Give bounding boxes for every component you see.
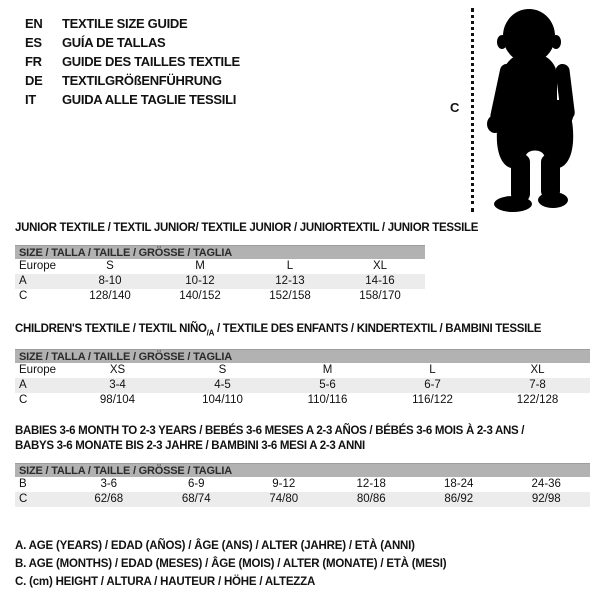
language-row xyxy=(25,33,240,52)
footnote-a: A. AGE (YEARS) / EDAD (AÑOS) / ÂGE (ANS) / ALTER (JAHRE) / ETÀ (ANNI) xyxy=(15,540,415,552)
baby-silhouette-icon xyxy=(481,8,593,214)
table-row xyxy=(15,378,590,393)
cell: S xyxy=(106,260,114,272)
cell: 116/122 xyxy=(412,394,453,407)
table-row xyxy=(15,259,425,274)
size-band: SIZE / TALLA / TAILLE / GRÖSSE / TAGLIA xyxy=(15,463,590,477)
table-title-text: CHILDREN'S TEXTILE / TEXTIL NIÑO xyxy=(15,323,207,335)
cell: 12-18 xyxy=(356,478,386,490)
cell: 62/68 xyxy=(94,493,124,505)
junior-size-table xyxy=(15,221,479,304)
cell: S xyxy=(218,364,227,377)
language-row xyxy=(25,90,240,109)
cell: 68/74 xyxy=(181,493,211,505)
cell: 4-5 xyxy=(214,379,231,392)
cell: 24-36 xyxy=(531,478,561,490)
cell: 152/158 xyxy=(269,290,311,302)
row-label: B xyxy=(19,478,27,490)
cell: 80/86 xyxy=(356,493,386,505)
footnote-b: B. AGE (MONTHS) / EDAD (MESES) / ÂGE (MOIS) / ALTER (MONATE) / ETÀ (MESI) xyxy=(15,558,447,570)
footnote-c: C. (cm) HEIGHT / ALTURA / HAUTEUR / HÖHE / ALTEZZA xyxy=(15,576,316,588)
table-title-text: BABIES 3-6 MONTH TO 2-3 YEARS / BEBÉS 3-6 MESES A 2-3 AÑOS / BÉBÉS 3-6 MOIS À 2-3 ANS / xyxy=(15,425,525,437)
size-band: SIZE / TALLA / TAILLE / GRÖSSE / TAGLIA xyxy=(15,245,425,259)
cell: 92/98 xyxy=(531,493,561,505)
cell: 8-10 xyxy=(98,275,122,287)
language-code: IT xyxy=(25,92,36,107)
cell: 6-9 xyxy=(187,478,205,490)
table-row xyxy=(15,492,590,507)
cell: 86/92 xyxy=(444,493,474,505)
language-code: FR xyxy=(25,54,42,69)
table-title-text: JUNIOR TEXTILE / TEXTIL JUNIOR/ TEXTILE JUNIOR / JUNIORTEXTIL / JUNIOR TESSILE xyxy=(15,222,479,234)
language-row xyxy=(25,71,240,90)
cell: 122/128 xyxy=(516,394,559,407)
table-title xyxy=(15,221,479,236)
language-title: GUIDA ALLE TAGLIE TESSILI xyxy=(62,92,237,107)
row-label: A xyxy=(19,275,27,287)
cell: L xyxy=(429,364,436,377)
size-band: SIZE / TALLA / TAILLE / GRÖSSE / TAGLIA xyxy=(15,349,590,363)
language-header xyxy=(25,14,240,109)
table-row xyxy=(15,289,425,304)
babies-size-table xyxy=(15,424,590,507)
cell: 128/140 xyxy=(89,290,131,302)
height-measure-label: C xyxy=(450,100,460,115)
cell: M xyxy=(195,260,205,272)
cell: 12-13 xyxy=(275,275,305,287)
cell: 74/80 xyxy=(269,493,299,505)
cell: 3-6 xyxy=(100,478,118,490)
language-row xyxy=(25,52,240,71)
table-title-text: BABYS 3-6 MONATE BIS 2-3 JAHRE / BAMBINI 3-6 MESI A 2-3 ANNI xyxy=(15,440,365,452)
cell: L xyxy=(286,260,294,272)
children-size-table xyxy=(15,322,590,408)
language-row xyxy=(25,14,240,33)
table-row xyxy=(15,393,590,408)
language-code: DE xyxy=(25,73,43,88)
language-code: EN xyxy=(25,16,43,31)
language-title: TEXTILGRÖßENFÜHRUNG xyxy=(62,73,222,88)
cell: 7-8 xyxy=(529,379,546,392)
cell: 158/170 xyxy=(359,290,401,302)
row-label: C xyxy=(19,290,28,302)
cell: 10-12 xyxy=(185,275,215,287)
cell: 110/116 xyxy=(307,394,348,407)
table-title-subscript: /A xyxy=(206,328,215,338)
height-measure-line xyxy=(471,8,474,212)
cell: 104/110 xyxy=(202,394,243,407)
table-row xyxy=(15,274,425,289)
cell: 14-16 xyxy=(365,275,395,287)
table-title xyxy=(15,322,590,340)
table-row xyxy=(15,477,590,492)
language-code: ES xyxy=(25,35,42,50)
language-title: GUÍA DE TALLAS xyxy=(62,35,166,50)
table-title-text: / TEXTILE DES ENFANTS / KINDERTEXTIL / BAMBINI TESSILE xyxy=(214,323,542,335)
cell: 5-6 xyxy=(319,379,336,392)
language-title: GUIDE DES TAILLES TEXTILE xyxy=(62,54,240,69)
row-label: Europe xyxy=(19,364,57,377)
footnote-legend xyxy=(15,537,446,591)
cell: M xyxy=(322,364,333,377)
cell: 9-12 xyxy=(272,478,296,490)
cell: XL xyxy=(530,364,545,377)
row-label: Europe xyxy=(19,260,57,272)
table-title xyxy=(15,424,590,454)
cell: 98/104 xyxy=(99,394,136,407)
cell: XL xyxy=(372,260,388,272)
language-title: TEXTILE SIZE GUIDE xyxy=(62,16,188,31)
row-label: A xyxy=(19,379,27,392)
cell: 140/152 xyxy=(179,290,221,302)
cell: XS xyxy=(109,364,126,377)
cell: 18-24 xyxy=(444,478,474,490)
cell: 3-4 xyxy=(109,379,126,392)
cell: 6-7 xyxy=(424,379,441,392)
row-label: C xyxy=(19,493,28,505)
table-row xyxy=(15,363,590,378)
row-label: C xyxy=(19,394,28,407)
